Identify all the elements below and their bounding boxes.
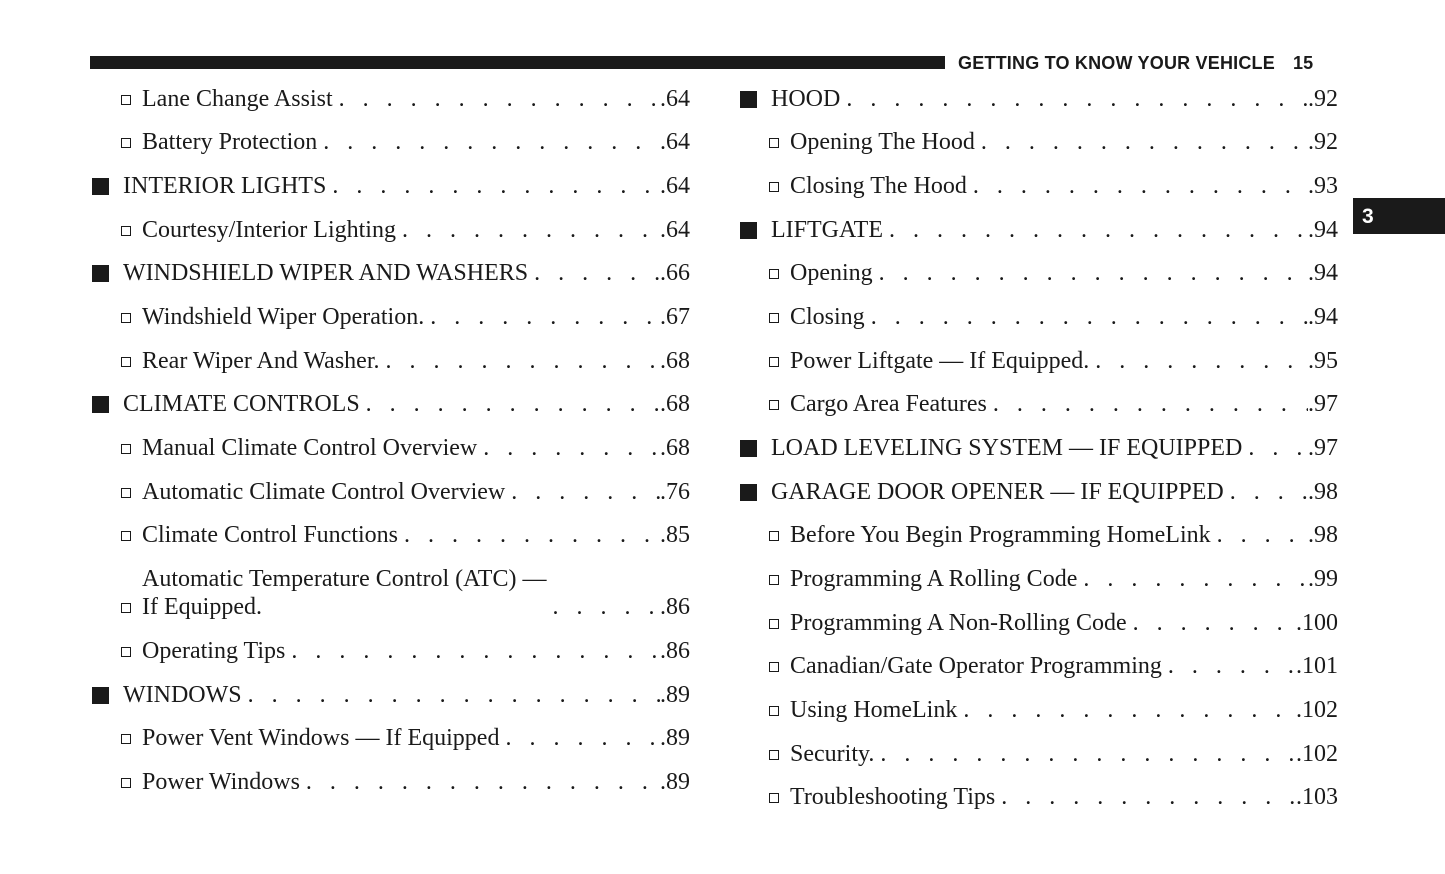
toc-subsection-entry[interactable]: [90, 629, 690, 673]
toc-page-number: .76: [660, 478, 690, 505]
section-title: GETTING TO KNOW YOUR VEHICLE: [958, 53, 1275, 73]
hollow-square-bullet-icon: [769, 357, 779, 367]
dot-leader: [1001, 783, 1296, 811]
dot-leader: [981, 128, 1308, 156]
toc-page-number: .64: [660, 129, 690, 156]
dot-leader: [880, 740, 1296, 768]
toc-entry-title: Programming A Non-Rolling Code: [790, 609, 1127, 636]
toc-page-number: .92: [1308, 129, 1338, 156]
toc-section-entry[interactable]: [738, 470, 1338, 514]
toc-page-number: .98: [1308, 478, 1338, 505]
toc-subsection-entry[interactable]: [738, 645, 1338, 689]
toc-entry-title: LIFTGATE: [771, 216, 883, 243]
dot-leader: [1230, 478, 1308, 506]
dot-leader: [291, 637, 660, 665]
toc-entry-title: Security.: [790, 740, 875, 767]
dot-leader: [889, 216, 1308, 244]
toc-entry-title: HOOD: [771, 85, 841, 112]
toc-entry-title: Automatic Climate Control Overview: [142, 478, 506, 505]
dot-leader: [1168, 652, 1296, 680]
hollow-square-bullet-icon: [121, 734, 131, 744]
toc-right-column: [738, 77, 1338, 819]
toc-page-number: .64: [660, 172, 690, 199]
toc-page-number: .102: [1296, 740, 1338, 767]
toc-page-number: .94: [1308, 303, 1338, 330]
dot-leader: [402, 216, 660, 244]
filled-square-bullet-icon: [740, 91, 757, 108]
toc-subsection-entry[interactable]: [738, 557, 1338, 601]
hollow-square-bullet-icon: [769, 138, 779, 148]
toc-subsection-entry[interactable]: [90, 77, 690, 121]
hollow-square-bullet-icon: [121, 95, 131, 105]
dot-leader: [879, 259, 1308, 287]
dot-leader: [332, 172, 660, 200]
hollow-square-bullet-icon: [769, 182, 779, 192]
toc-entry-title: Closing The Hood: [790, 172, 967, 199]
toc-section-entry[interactable]: [90, 164, 690, 208]
toc-subsection-entry[interactable]: [738, 121, 1338, 165]
toc-page-number: .94: [1308, 260, 1338, 287]
toc-subsection-entry[interactable]: [90, 295, 690, 339]
toc-section-entry[interactable]: [738, 77, 1338, 121]
toc-section-entry[interactable]: [90, 673, 690, 717]
toc-page-number: .68: [660, 347, 690, 374]
toc-page-number: .64: [660, 85, 690, 112]
toc-entry-title: Battery Protection: [142, 129, 318, 156]
filled-square-bullet-icon: [92, 687, 109, 704]
toc-entry-title: WINDOWS: [123, 681, 242, 708]
toc-entry-title: Power Liftgate — If Equipped.: [790, 347, 1090, 374]
toc-subsection-entry[interactable]: [738, 164, 1338, 208]
toc-page-number: .89: [660, 681, 690, 708]
toc-entry-title: Closing: [790, 303, 865, 330]
dot-leader: [386, 347, 661, 375]
toc-page-number: .89: [660, 725, 690, 752]
toc-entry-title: Climate Control Functions: [142, 522, 398, 549]
toc-page-number: .98: [1308, 522, 1338, 549]
page-number: 15: [1292, 53, 1314, 73]
toc-page-number: .101: [1296, 653, 1338, 680]
dot-leader: [366, 390, 660, 418]
toc-page-number: .67: [660, 303, 690, 330]
dot-leader: [511, 478, 660, 506]
toc-subsection-entry[interactable]: [738, 514, 1338, 558]
toc-page-number: .93: [1308, 172, 1338, 199]
dot-leader: [552, 593, 660, 621]
dot-leader: [248, 681, 660, 709]
toc-subsection-entry[interactable]: [738, 776, 1338, 820]
hollow-square-bullet-icon: [769, 706, 779, 716]
toc-subsection-entry[interactable]: [90, 557, 690, 629]
toc-entry-title: Opening The Hood: [790, 129, 975, 156]
dot-leader: [505, 724, 660, 752]
toc-entry-title: Automatic Temperature Control (ATC) — If Equipped.: [142, 566, 547, 621]
hollow-square-bullet-icon: [769, 750, 779, 760]
toc-subsection-entry[interactable]: [90, 514, 690, 558]
toc-page-number: .85: [660, 522, 690, 549]
hollow-square-bullet-icon: [121, 488, 131, 498]
toc-page-number: .100: [1296, 609, 1338, 636]
toc-section-entry[interactable]: [738, 426, 1338, 470]
filled-square-bullet-icon: [92, 396, 109, 413]
toc-entry-title: Before You Begin Programming HomeLink: [790, 522, 1211, 549]
toc-page-number: .97: [1308, 391, 1338, 418]
toc-entry-title: Cargo Area Features: [790, 391, 987, 418]
filled-square-bullet-icon: [740, 440, 757, 457]
toc-left-column: [90, 77, 690, 804]
toc-entry-title: Lane Change Assist: [142, 85, 333, 112]
toc-entry-title: Power Vent Windows — If Equipped: [142, 725, 500, 752]
toc-page-number: .94: [1308, 216, 1338, 243]
hollow-square-bullet-icon: [769, 313, 779, 323]
filled-square-bullet-icon: [740, 484, 757, 501]
toc-page-number: .97: [1308, 434, 1338, 461]
toc-section-entry[interactable]: [90, 383, 690, 427]
running-header: [958, 52, 1313, 74]
toc-section-entry[interactable]: [738, 208, 1338, 252]
dot-leader: [1217, 521, 1308, 549]
toc-page-number: .103: [1296, 784, 1338, 811]
toc-entry-title: LOAD LEVELING SYSTEM — IF EQUIPPED: [771, 434, 1243, 461]
chapter-tab[interactable]: 3: [1353, 198, 1445, 234]
hollow-square-bullet-icon: [121, 603, 131, 613]
toc-entry-title: Troubleshooting Tips: [790, 784, 996, 811]
hollow-square-bullet-icon: [121, 313, 131, 323]
dot-leader: [306, 768, 660, 796]
dot-leader: [963, 696, 1296, 724]
toc-entry-title: Power Windows: [142, 768, 300, 795]
dot-leader: [483, 434, 660, 462]
hollow-square-bullet-icon: [769, 269, 779, 279]
toc-subsection-entry[interactable]: [738, 339, 1338, 383]
hollow-square-bullet-icon: [769, 531, 779, 541]
hollow-square-bullet-icon: [769, 400, 779, 410]
toc-subsection-entry[interactable]: [738, 295, 1338, 339]
header-rule: [90, 56, 945, 69]
toc-page-number: .89: [660, 768, 690, 795]
hollow-square-bullet-icon: [121, 531, 131, 541]
filled-square-bullet-icon: [740, 222, 757, 239]
dot-leader: [871, 303, 1308, 331]
dot-leader: [1083, 565, 1308, 593]
toc-entry-title: Windshield Wiper Operation.: [142, 303, 425, 330]
dot-leader: [430, 303, 660, 331]
toc-entry-title: Operating Tips: [142, 637, 286, 664]
toc-entry-title: INTERIOR LIGHTS: [123, 172, 327, 199]
toc-subsection-entry[interactable]: [738, 688, 1338, 732]
toc-entry-title: CLIMATE CONTROLS: [123, 391, 360, 418]
toc-subsection-entry[interactable]: [90, 470, 690, 514]
hollow-square-bullet-icon: [121, 357, 131, 367]
toc-entry-title: Programming A Rolling Code: [790, 565, 1078, 592]
toc-page-number: .92: [1308, 85, 1338, 112]
toc-page-number: .66: [660, 260, 690, 287]
hollow-square-bullet-icon: [121, 778, 131, 788]
toc-page-number: .95: [1308, 347, 1338, 374]
toc-subsection-entry[interactable]: [738, 732, 1338, 776]
toc-subsection-entry[interactable]: [90, 717, 690, 761]
toc-subsection-entry[interactable]: [90, 121, 690, 165]
hollow-square-bullet-icon: [121, 138, 131, 148]
dot-leader: [404, 521, 660, 549]
toc-entry-title: GARAGE DOOR OPENER — IF EQUIPPED: [771, 478, 1224, 505]
toc-entry-title: Rear Wiper And Washer.: [142, 347, 380, 374]
filled-square-bullet-icon: [92, 265, 109, 282]
dot-leader: [846, 85, 1308, 113]
hollow-square-bullet-icon: [121, 444, 131, 454]
toc-page-number: .68: [660, 391, 690, 418]
toc-entry-title: Canadian/Gate Operator Programming: [790, 653, 1162, 680]
dot-leader: [973, 172, 1308, 200]
dot-leader: [534, 259, 660, 287]
hollow-square-bullet-icon: [769, 793, 779, 803]
hollow-square-bullet-icon: [121, 647, 131, 657]
toc-entry-title: Manual Climate Control Overview: [142, 434, 478, 461]
hollow-square-bullet-icon: [769, 575, 779, 585]
toc-subsection-entry[interactable]: [738, 383, 1338, 427]
toc-entry-title: Using HomeLink: [790, 696, 958, 723]
toc-subsection-entry[interactable]: [738, 601, 1338, 645]
toc-page-number: .86: [660, 637, 690, 664]
hollow-square-bullet-icon: [769, 619, 779, 629]
dot-leader: [1248, 434, 1308, 462]
hollow-square-bullet-icon: [769, 662, 779, 672]
dot-leader: [323, 128, 660, 156]
toc-subsection-entry[interactable]: [90, 426, 690, 470]
dot-leader: [993, 390, 1308, 418]
toc-page-number: .68: [660, 434, 690, 461]
toc-subsection-entry[interactable]: [738, 252, 1338, 296]
toc-entry-title: WINDSHIELD WIPER AND WASHERS: [123, 260, 529, 287]
toc-page-number: .102: [1296, 696, 1338, 723]
toc-page-number: .64: [660, 216, 690, 243]
toc-subsection-entry[interactable]: [90, 339, 690, 383]
toc-subsection-entry[interactable]: [90, 208, 690, 252]
toc-subsection-entry[interactable]: [90, 760, 690, 804]
filled-square-bullet-icon: [92, 178, 109, 195]
toc-page-number: .99: [1308, 565, 1338, 592]
hollow-square-bullet-icon: [121, 226, 131, 236]
toc-entry-title: Courtesy/Interior Lighting: [142, 216, 396, 243]
toc-entry-title: Opening: [790, 260, 873, 287]
dot-leader: [1095, 347, 1308, 375]
dot-leader: [1133, 609, 1296, 637]
toc-section-entry[interactable]: [90, 252, 690, 296]
toc-page-number: .86: [660, 594, 690, 621]
dot-leader: [339, 85, 660, 113]
